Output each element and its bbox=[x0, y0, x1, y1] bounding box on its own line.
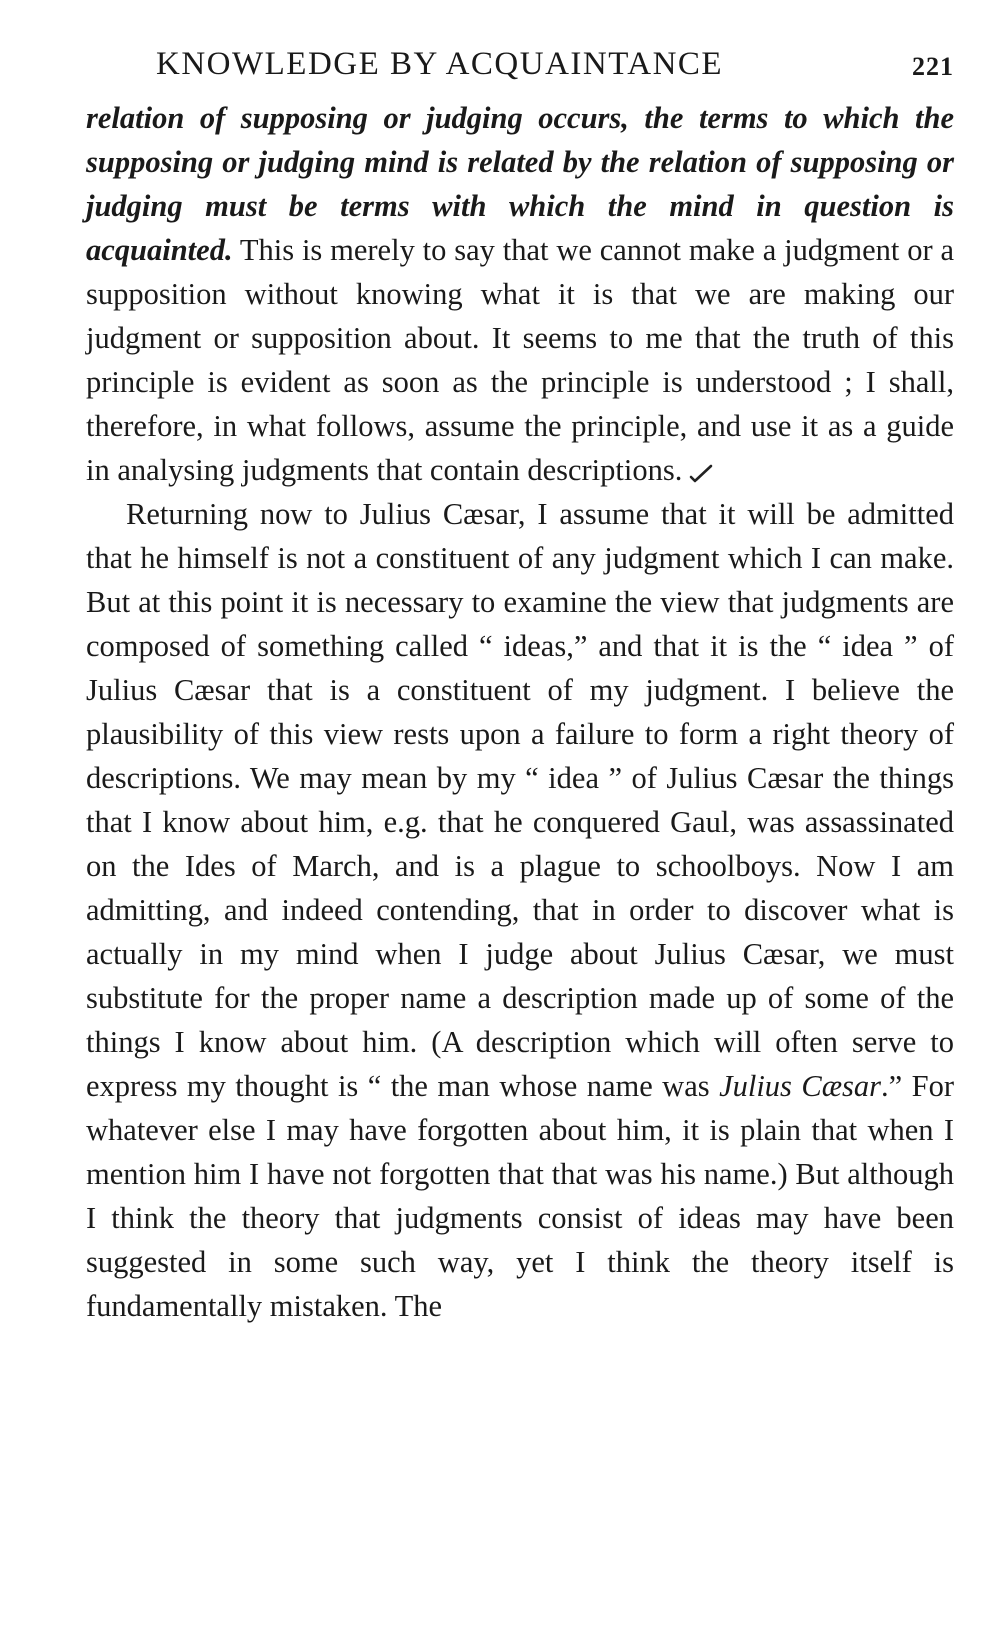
pencil-check-mark-icon bbox=[688, 463, 714, 483]
paragraph-2 bbox=[86, 492, 954, 1328]
running-header bbox=[156, 40, 954, 96]
page-number: 221 bbox=[912, 52, 954, 81]
book-page bbox=[86, 40, 954, 1328]
paragraph-1 bbox=[86, 96, 954, 492]
paragraph-2-text-a: Returning now to Julius Cæsar, I assume that it will be admitted that he himself is not a constituent of any judgment which I can make. But at this point it is necessary to examine the view that judgments are composed of something called “ ideas,” and that it is the “ idea ” of Julius Cæsar that is a constituent of my judgment. I believe the plausibility of this view rests upon a failure to form a right theory of descriptions. We may mean by my “ idea ” of Julius Cæsar the things that I know about him, e.g. that he conquered Gaul, was assassinated on the Ides of March, and is a plague to schoolboys. Now I am admitting, and indeed contending, that in order to discover what is actually in my mind when I judge about Julius Cæsar, we must substitute for the proper name a description made up of some of the things I know about him. (A description which will often serve to express my thought is “ the man whose name was bbox=[86, 497, 954, 1103]
body-text bbox=[86, 96, 954, 1328]
paragraph-1-text: This is merely to say that we cannot make a judgment or a supposition without knowing what it is that we are making our judgment or supposition about. It seems to me that the truth of this principle is evident as soon as the principle is understood ; I shall, therefore, in what follows, assume the principle, and use it as a guide in analysing judgments that contain descriptions. bbox=[86, 233, 954, 487]
chapter-title: KNOWLEDGE BY ACQUAINTANCE bbox=[156, 46, 724, 82]
julius-caesar-name: Julius Cæsar bbox=[719, 1069, 882, 1103]
paragraph-2-text-b: .” For whatever else I may have forgotten about him, it is plain that when I mention him I have not forgotten that that was his name.) But although I think the theory that judgments consist of ideas may have been suggested in some such way, yet I think the theory itself is fundamentally mistaken. The bbox=[86, 1069, 954, 1323]
principle-statement: relation of supposing or judging occurs, the terms to which the supposing or judging mind is related by the relation of supposing or judging must be terms with which the mind in question is acquainted. bbox=[86, 101, 954, 267]
